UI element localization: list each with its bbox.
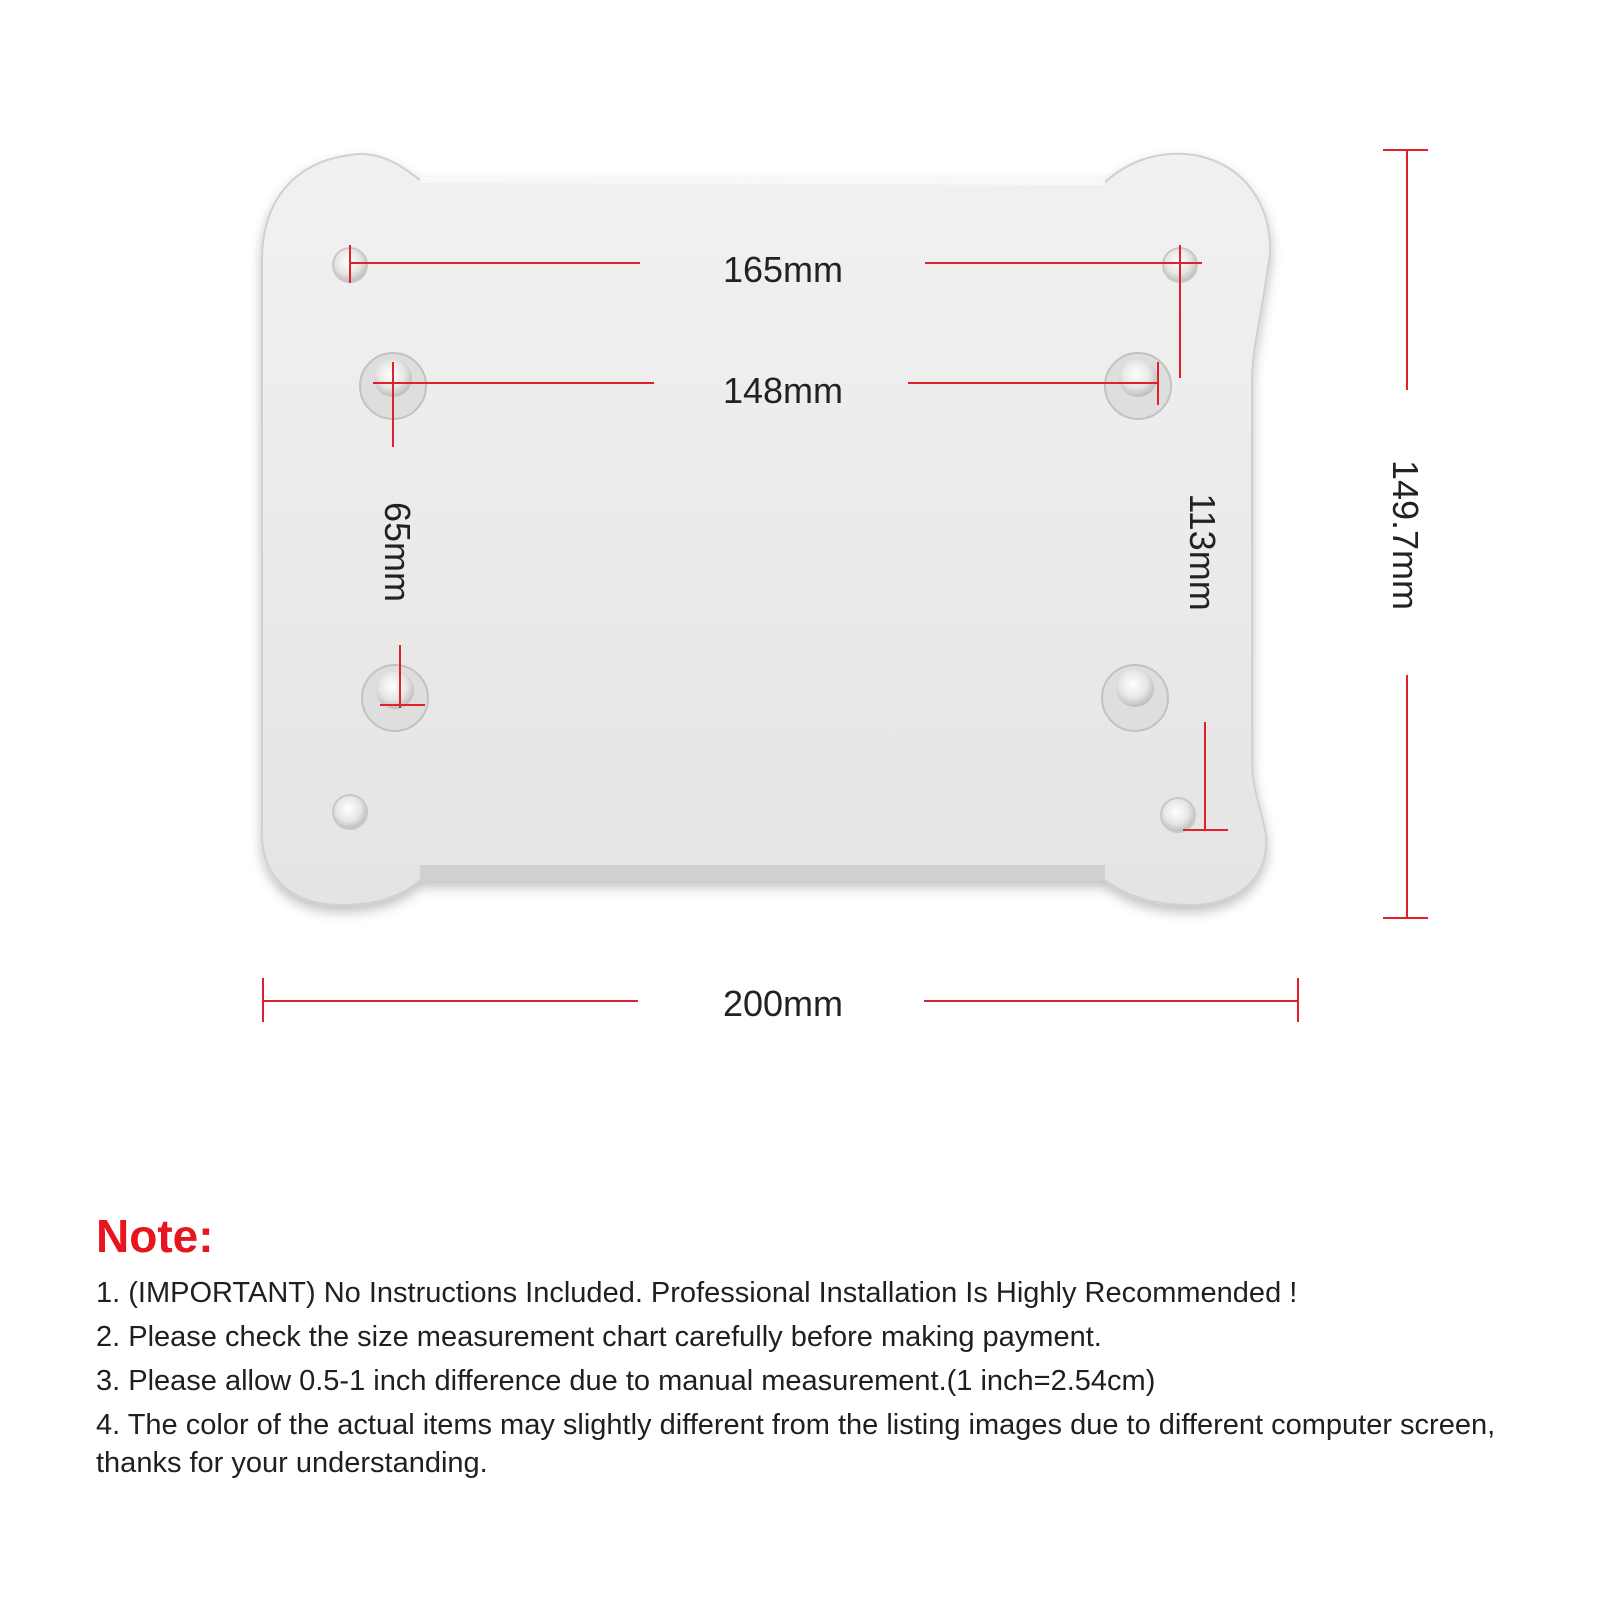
label-113mm: 113mm	[1182, 493, 1223, 611]
plate-top-bevel	[420, 180, 1105, 182]
label-149-7mm: 149.7mm	[1385, 459, 1426, 611]
note-item-3: 3. Please allow 0.5-1 inch difference due to manual measurement.(1 inch=2.54cm)	[96, 1365, 1156, 1397]
inner-hole-bottom-right-bore	[1116, 669, 1154, 707]
note-item-4: 4. The color of the actual items may slightly different from the listing images due to different computer screen, thanks for your understanding.	[96, 1409, 1496, 1479]
note-item-2: 2. Please check the size measurement chart carefully before making payment.	[96, 1321, 1102, 1353]
inner-hole-bottom-left-bore	[376, 671, 414, 709]
label-200mm: 200mm	[722, 983, 844, 1024]
note-section	[96, 1210, 1536, 1488]
note-title: Note:	[96, 1210, 214, 1262]
note-item-1: 1. (IMPORTANT) No Instructions Included. Professional Installation Is Highly Recommended !	[96, 1277, 1298, 1309]
label-148mm: 148mm	[722, 370, 844, 411]
label-65mm: 65mm	[377, 501, 418, 603]
inner-hole-top-right-bore	[1119, 359, 1157, 397]
corner-hole-bottom-right	[1161, 798, 1195, 832]
label-165mm: 165mm	[722, 249, 844, 290]
corner-hole-bottom-left	[333, 795, 367, 829]
